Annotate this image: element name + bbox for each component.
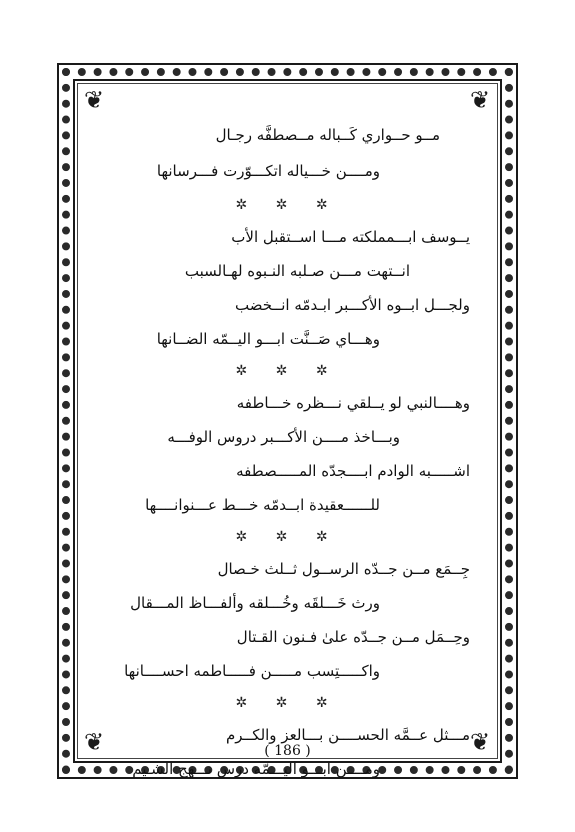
verse-line: مـــثل عــمَّه الحســــن بـــالعز والكــرم (225, 726, 470, 744)
verse-line: واكـــــتِسب مـــــن فـــــاطمه احســــانها (124, 662, 380, 680)
stanza-separator: ✲ ✲ ✲ (235, 363, 340, 379)
stanza-separator: ✲ ✲ ✲ (235, 695, 340, 711)
verse-line: انــتهت مـــن صـلبه النـبوه لهـالسبب (184, 262, 410, 280)
corner-ornament-icon: ❦ (469, 86, 491, 114)
page-number: ( 186 ) (264, 743, 311, 759)
verse-line: وهـــاي صَــنَّت ابـــو اليــمّه الضــانها (156, 330, 380, 348)
verse-line: وحِــمَل مــن جــدّه علىٰ فـنون القـتال (236, 628, 470, 646)
verse-line: ومــــن ابـــو اليـــمّه درس نـــهج الشـيم (132, 760, 380, 778)
verse-line: اشـــــبه الوادم ابــــجدّه المـــــصطفه (236, 462, 470, 480)
verse-line: للــــــعقيدة ابــدمّه خـــط عـــنوانــــها (145, 496, 380, 514)
verse-line: وبـــاخذ مــــن الأكـــبر دروس الوفـــه (167, 428, 400, 446)
verse-line: ولجـــل ابــوه الأكـــبر ابـدمّه انــخضب (235, 296, 470, 314)
verse-line: وهــــالنبي لو يــلقي نـــظره خـــاطفه (236, 394, 470, 412)
verse-line: يــوسف ابـــمملكته مـــا اســتقبل الأب (231, 228, 470, 246)
corner-ornament-icon: ❦ (469, 728, 491, 756)
verse-line: مــو حــواري كَــباله مــصطفَّه رجـال (215, 126, 440, 144)
verse-line: جِــمَع مــن جــدّه الرســول ثــلث خـصال (217, 560, 470, 578)
page-border-inner-thin (77, 83, 498, 759)
stanza-separator: ✲ ✲ ✲ (235, 529, 340, 545)
corner-ornament-icon: ❦ (83, 86, 105, 114)
corner-ornament-icon: ❦ (83, 728, 105, 756)
stanza-separator: ✲ ✲ ✲ (235, 197, 340, 213)
verse-line: ورث خَـــلقَه وخُـــلقه وألفـــاظ المـــقال (130, 594, 380, 612)
verse-line: ومــــن خـــياله اتكـــوّرت فـــرسانها (156, 162, 380, 180)
